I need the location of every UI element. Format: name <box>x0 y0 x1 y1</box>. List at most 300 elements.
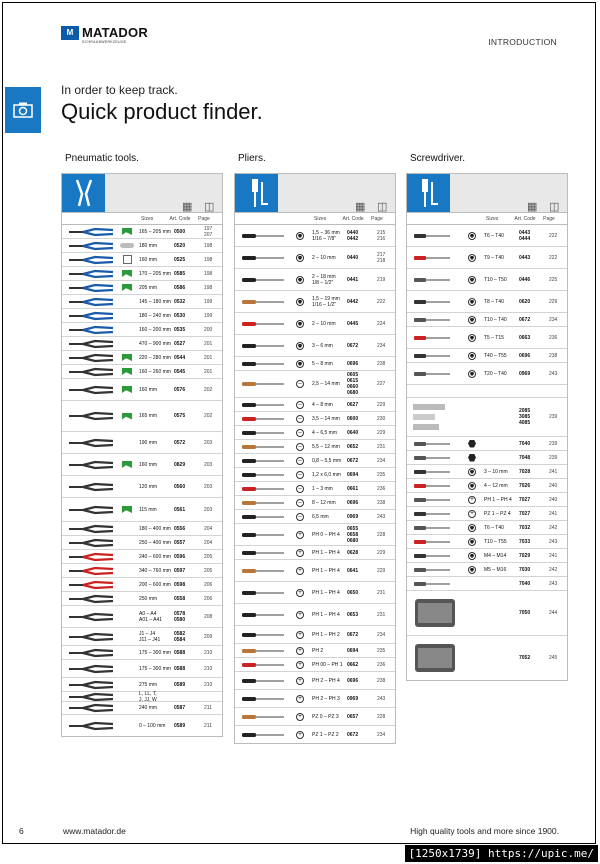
page-ref[interactable]: 234 <box>549 316 558 323</box>
product-image <box>407 291 463 312</box>
table-row[interactable] <box>62 692 222 702</box>
table-row[interactable] <box>62 498 222 522</box>
table-row[interactable] <box>235 510 395 524</box>
page-ref[interactable]: 210 <box>204 649 213 656</box>
page-ref[interactable]: 202 <box>204 413 213 419</box>
art-code: 7028 <box>519 468 531 475</box>
product-image <box>62 239 118 252</box>
table-row[interactable] <box>407 521 567 535</box>
footer-tagline: High quality tools and more since 1900. <box>410 826 559 836</box>
product-image <box>407 225 463 246</box>
art-code: 7029 <box>519 552 531 559</box>
table-row[interactable] <box>62 715 222 736</box>
column-title: Screwdriver. <box>410 153 466 164</box>
page-ref[interactable]: 241 <box>549 510 558 517</box>
slotted-profile-icon: – <box>296 380 304 388</box>
page-ref[interactable]: 203 <box>204 439 213 446</box>
product-image <box>62 476 118 497</box>
page-ref[interactable]: 242 <box>549 524 558 531</box>
table-row[interactable] <box>407 327 567 349</box>
page-ref[interactable]: 230 <box>377 415 386 422</box>
table-row[interactable] <box>407 507 567 521</box>
table-row[interactable] <box>235 426 395 440</box>
page-ref[interactable]: 238 <box>377 677 386 684</box>
hex-profile-icon <box>468 316 476 324</box>
size-value: 4 – 6,5 mm <box>312 429 338 436</box>
slotted-profile-icon: – <box>296 457 304 465</box>
product-image <box>235 454 291 467</box>
page-ref[interactable]: 231 <box>377 589 386 596</box>
hex-profile-icon <box>468 298 476 306</box>
section-label: INTRODUCTION <box>488 37 557 47</box>
size-value: 6,5 mm <box>312 513 329 520</box>
page-ref[interactable]: 245 <box>549 655 558 661</box>
table-row[interactable] <box>235 672 395 690</box>
page-ref[interactable]: 211 <box>204 705 212 711</box>
table-row[interactable] <box>407 291 567 313</box>
art-code: 0605 0615 0660 0680 <box>347 372 359 396</box>
product-image <box>235 496 291 509</box>
page-ref[interactable]: 240 <box>549 482 558 489</box>
table-row[interactable] <box>235 658 395 672</box>
product-image <box>235 708 291 725</box>
table-row[interactable] <box>407 636 567 680</box>
page-ref[interactable]: 240 <box>549 496 558 503</box>
table-row[interactable] <box>407 225 567 247</box>
table-row[interactable] <box>235 291 395 313</box>
size-value: PH 1 – PH 4 <box>312 549 340 556</box>
table-row[interactable] <box>235 496 395 510</box>
art-code: 7026 <box>519 482 531 489</box>
page-ref[interactable]: 225 <box>549 276 558 283</box>
table-row[interactable] <box>62 239 222 253</box>
page-ref[interactable]: 234 <box>377 457 386 464</box>
table-row[interactable] <box>62 646 222 660</box>
size-value: 240 mm <box>139 705 158 711</box>
size-value: 1 – 3 mm <box>312 485 333 492</box>
art-code: 0545 <box>174 368 186 375</box>
art-code: 0655 0658 0680 <box>347 525 359 544</box>
page-ref[interactable]: 210 <box>204 665 213 672</box>
size-value: 250 mm <box>139 595 158 602</box>
table-row[interactable] <box>407 385 567 398</box>
table-row[interactable] <box>407 398 567 437</box>
art-code: 0652 <box>347 443 359 450</box>
product-image <box>407 591 463 635</box>
page-ref[interactable]: 202 <box>204 386 213 393</box>
size-value: PH 00 – PH 1 <box>312 661 343 668</box>
art-code: 2085 3085 4085 <box>519 408 531 426</box>
table-row[interactable] <box>235 371 395 398</box>
page-ref[interactable]: 244 <box>549 610 558 616</box>
speed-rating-icon <box>122 228 132 235</box>
table-row[interactable] <box>62 351 222 365</box>
image-credit[interactable]: [1250x1739] https://upic.me/ <box>405 845 598 862</box>
table-row[interactable] <box>407 479 567 493</box>
table-row[interactable] <box>235 335 395 357</box>
table-row[interactable] <box>62 702 222 715</box>
page-ref[interactable]: 241 <box>549 552 558 559</box>
speed-rating-icon <box>122 354 132 361</box>
table-row[interactable] <box>62 225 222 239</box>
page-ref[interactable]: 224 <box>377 320 386 327</box>
page-ref[interactable]: 198 <box>204 284 213 291</box>
page-ref[interactable]: 209 <box>204 633 213 640</box>
handle-type-icon <box>120 243 134 248</box>
page-ref[interactable]: 198 <box>204 256 213 263</box>
page-ref[interactable]: 235 <box>377 647 386 654</box>
product-image <box>235 225 291 246</box>
table-row[interactable] <box>235 546 395 560</box>
page-ref[interactable]: 210 <box>204 681 213 688</box>
size-value: 160 – 200 mm <box>139 326 171 333</box>
table-row[interactable] <box>235 708 395 726</box>
page-ref[interactable]: 236 <box>549 334 558 341</box>
table-row[interactable] <box>62 267 222 281</box>
table-row[interactable] <box>62 564 222 578</box>
page-ref[interactable]: 234 <box>377 731 386 738</box>
art-code: 0520 <box>174 242 186 249</box>
product-image <box>407 349 463 362</box>
page-ref[interactable]: 201 <box>204 340 213 347</box>
art-code: 0696 <box>347 360 359 367</box>
size-value: 190 mm <box>139 439 158 446</box>
size-value: PH 1 – PH 4 <box>312 611 340 618</box>
size-value: PH 0 – PH 4 <box>312 531 340 538</box>
size-value: 165 – 205 mm <box>139 228 171 235</box>
table-row[interactable] <box>407 563 567 577</box>
hex-profile-icon <box>468 276 476 284</box>
page-ref[interactable]: 199 <box>204 298 213 305</box>
art-code: 0586 <box>174 284 186 291</box>
table-row[interactable] <box>407 437 567 451</box>
size-value: PZ 1 – PZ 4 <box>484 510 511 517</box>
art-code: 7030 <box>519 566 531 573</box>
page-number: 6 <box>19 826 24 836</box>
hex-profile-icon <box>468 334 476 342</box>
table-row[interactable] <box>407 465 567 479</box>
hex-profile-icon <box>468 552 476 560</box>
phillips-profile-icon: + <box>296 611 304 619</box>
page-ref[interactable]: 197 207 <box>204 225 213 238</box>
size-value: T40 – T55 <box>484 352 507 359</box>
page-ref[interactable]: 222 <box>377 298 386 305</box>
size-value: M5 – M16 <box>484 566 507 573</box>
column-screwdriver <box>406 153 568 681</box>
hex-profile-icon <box>296 232 304 240</box>
page-ref[interactable]: 219 <box>377 276 386 283</box>
table-row[interactable] <box>62 578 222 592</box>
table-row[interactable] <box>235 560 395 582</box>
size-value: PH 1 – PH 4 <box>484 496 512 503</box>
page-ref[interactable]: 227 <box>377 381 386 387</box>
speed-rating-icon <box>122 270 132 277</box>
page-ref[interactable]: 243 <box>377 513 386 520</box>
table-row[interactable] <box>62 309 222 323</box>
art-code: 0694 <box>347 471 359 478</box>
speed-rating-icon <box>122 461 132 468</box>
product-image <box>62 715 118 736</box>
page-ref[interactable]: 205 <box>204 567 213 574</box>
product-image <box>407 535 463 548</box>
page-ref[interactable]: 201 <box>204 368 213 375</box>
table-row[interactable] <box>235 644 395 658</box>
product-image <box>235 672 291 689</box>
page-ref[interactable]: 199 <box>204 312 213 319</box>
page-ref[interactable]: 203 <box>204 461 213 468</box>
page-ref[interactable]: 200 <box>204 326 213 333</box>
art-code: 0442 <box>347 298 359 305</box>
page-ref[interactable]: 231 <box>377 443 386 450</box>
table-row[interactable] <box>62 281 222 295</box>
table-row[interactable] <box>407 535 567 549</box>
page-ref[interactable]: 222 <box>549 232 558 239</box>
table-row[interactable] <box>62 337 222 351</box>
page-ref[interactable]: 242 <box>549 566 558 573</box>
category-header <box>234 173 396 213</box>
page-ref[interactable]: 211 <box>204 722 212 729</box>
phillips-profile-icon: + <box>296 661 304 669</box>
size-value: 1,5 – 19 mm 1/16 – 1/2" <box>312 295 340 308</box>
page-ref[interactable]: 234 <box>377 631 386 638</box>
art-code: 0672 <box>347 342 359 349</box>
page-ref[interactable]: 228 <box>377 531 386 538</box>
page-ref[interactable]: 239 <box>549 414 558 420</box>
table-row[interactable] <box>235 454 395 468</box>
table-row[interactable] <box>407 451 567 465</box>
size-value: 2 – 18 mm 1/8 – 1/2" <box>312 273 336 286</box>
page-ref[interactable]: 243 <box>549 580 558 587</box>
table-row[interactable] <box>235 247 395 269</box>
table-row[interactable] <box>235 440 395 454</box>
product-image <box>407 327 463 348</box>
product-image <box>62 550 118 563</box>
art-code: 0558 <box>174 595 186 602</box>
table-row[interactable] <box>407 363 567 385</box>
page-ref[interactable]: 206 <box>204 581 213 588</box>
size-value: 160 mm <box>139 386 158 393</box>
category-tool-icon <box>407 174 450 212</box>
product-image <box>62 253 118 266</box>
product-image <box>407 549 463 562</box>
product-image <box>62 628 118 645</box>
size-value: T10 – T50 <box>484 276 507 283</box>
page-ref[interactable]: 204 <box>204 539 213 546</box>
brand-logo[interactable] <box>61 25 148 44</box>
table-row[interactable] <box>235 582 395 604</box>
size-value: PH 2 – PH 3 <box>312 695 340 702</box>
size-value: L, LL, T, J, JJ, W <box>139 690 157 703</box>
hex-profile-icon <box>468 538 476 546</box>
page-ref[interactable]: 239 <box>549 440 558 447</box>
table-row[interactable] <box>407 313 567 327</box>
table-row[interactable] <box>235 313 395 335</box>
table-row[interactable] <box>235 626 395 644</box>
page-ref[interactable]: 203 <box>204 483 213 490</box>
product-image <box>407 247 463 268</box>
hex-profile-icon <box>296 320 304 328</box>
size-value: PZ 1 – PZ 2 <box>312 731 339 738</box>
table-row[interactable] <box>62 606 222 628</box>
page-ref[interactable]: 235 <box>377 471 386 478</box>
hex-profile-icon <box>468 254 476 262</box>
art-code: 7032 <box>519 524 531 531</box>
art-code: 0696 <box>347 499 359 506</box>
speed-rating-icon <box>122 368 132 375</box>
hex-profile-icon <box>468 232 476 240</box>
art-code: 0561 <box>174 506 186 513</box>
table-row[interactable] <box>235 726 395 743</box>
page-icon: ◫ <box>549 201 560 213</box>
product-image <box>235 426 291 439</box>
intro-kicker: In order to keep track. <box>61 83 178 97</box>
product-image <box>62 692 118 701</box>
table-row[interactable] <box>62 365 222 379</box>
size-value: 240 – 600 mm <box>139 553 171 560</box>
page-ref[interactable]: 198 <box>204 242 213 249</box>
art-code: 0663 <box>519 334 531 341</box>
page-ref[interactable]: 208 <box>204 613 213 620</box>
art-code: 0530 <box>174 312 186 319</box>
product-table <box>406 224 568 681</box>
product-image <box>235 510 291 523</box>
phillips-profile-icon: + <box>468 510 476 518</box>
page-ref[interactable]: 229 <box>377 567 386 574</box>
table-row[interactable] <box>62 379 222 401</box>
table-row[interactable] <box>62 454 222 476</box>
product-image <box>407 465 463 478</box>
page-ref[interactable]: 243 <box>549 370 558 377</box>
table-row[interactable] <box>62 476 222 498</box>
size-value: T6 – T40 <box>484 524 504 531</box>
table-row[interactable] <box>62 550 222 564</box>
art-code: 0627 <box>347 401 359 408</box>
page-ref[interactable]: 229 <box>377 549 386 556</box>
product-image <box>62 578 118 591</box>
page-ref[interactable]: 204 <box>204 525 213 532</box>
page-ref[interactable]: 234 <box>377 342 386 349</box>
table-row[interactable] <box>62 592 222 606</box>
table-row[interactable] <box>407 577 567 591</box>
table-row[interactable] <box>62 536 222 550</box>
table-row[interactable] <box>62 401 222 432</box>
product-image <box>407 521 463 534</box>
art-code: 0628 <box>347 549 359 556</box>
page-ref[interactable]: 206 <box>204 595 213 602</box>
product-image <box>62 536 118 549</box>
size-value: 2,5 – 14 mm <box>312 381 340 387</box>
art-code: 0588 <box>174 665 186 672</box>
page-ref[interactable]: 238 <box>377 499 386 506</box>
size-value: PH 2 – PH 4 <box>312 677 340 684</box>
page-ref[interactable]: 236 <box>377 485 386 492</box>
page-ref[interactable]: 222 <box>549 254 558 261</box>
size-value: 4 – 8 mm <box>312 401 333 408</box>
table-row[interactable] <box>62 432 222 454</box>
art-code: 0578 0580 <box>174 610 186 623</box>
art-code: 0589 <box>174 681 186 688</box>
page-ref[interactable]: 229 <box>549 298 558 305</box>
speed-rating-icon <box>122 506 132 513</box>
table-row[interactable] <box>235 398 395 412</box>
page-ref[interactable]: 217 218 <box>377 251 386 264</box>
table-row[interactable] <box>407 493 567 507</box>
product-image <box>235 269 291 290</box>
page-ref[interactable]: 229 <box>377 429 386 436</box>
page-ref[interactable]: 243 <box>549 538 558 545</box>
page-ref[interactable]: 205 <box>204 553 213 560</box>
table-row[interactable] <box>235 524 395 546</box>
table-row[interactable] <box>407 247 567 269</box>
product-image <box>235 524 291 545</box>
table-row[interactable] <box>407 549 567 563</box>
table-row[interactable] <box>235 357 395 371</box>
page-ref[interactable]: 238 <box>549 352 558 359</box>
page-ref[interactable]: 241 <box>549 468 558 475</box>
page-ref[interactable]: 236 <box>377 661 386 668</box>
table-row[interactable] <box>62 628 222 646</box>
slotted-profile-icon: – <box>296 429 304 437</box>
page-ref[interactable]: 203 <box>204 506 213 513</box>
phillips-profile-icon: + <box>296 531 304 539</box>
page-ref[interactable]: 228 <box>377 713 386 720</box>
table-row[interactable] <box>235 225 395 247</box>
page-ref[interactable]: 201 <box>204 354 213 361</box>
art-code: 0650 <box>347 589 359 596</box>
column-labels <box>234 213 396 224</box>
table-row[interactable] <box>235 468 395 482</box>
art-code: 7027 <box>519 496 531 503</box>
art-code: 0641 <box>347 567 359 574</box>
column-labels <box>406 213 568 224</box>
page-ref[interactable]: 229 <box>377 401 386 408</box>
footer-url[interactable]: www.matador.de <box>63 826 126 836</box>
page-label: Page <box>198 215 210 222</box>
table-row[interactable] <box>235 604 395 626</box>
table-row[interactable] <box>407 349 567 363</box>
page-ref[interactable]: 243 <box>377 695 386 702</box>
table-row[interactable] <box>62 295 222 309</box>
page-ref[interactable]: 215 216 <box>377 229 386 242</box>
size-value: 160 mm <box>139 256 158 263</box>
speed-rating-icon <box>122 413 132 420</box>
size-value: 5,5 – 12 mm <box>312 443 340 450</box>
table-row[interactable] <box>407 269 567 291</box>
page-ref[interactable]: 198 <box>204 270 213 277</box>
page-ref[interactable]: 231 <box>377 611 386 618</box>
table-row[interactable] <box>62 253 222 267</box>
table-row[interactable] <box>62 522 222 536</box>
table-row[interactable] <box>235 690 395 708</box>
product-image <box>235 335 291 356</box>
table-row[interactable] <box>62 323 222 337</box>
table-row[interactable] <box>235 269 395 291</box>
page-ref[interactable]: 239 <box>549 454 558 461</box>
page-ref[interactable]: 238 <box>377 360 386 367</box>
size-value: 145 – 180 mm <box>139 298 171 305</box>
table-row[interactable] <box>62 660 222 678</box>
art-code: 0597 <box>174 567 186 574</box>
table-row[interactable] <box>407 591 567 636</box>
size-value: 2 – 10 mm <box>312 320 336 327</box>
size-value: 0 – 100 mm <box>139 722 166 729</box>
product-image <box>407 363 463 384</box>
category-tool-icon <box>235 174 278 212</box>
phillips-profile-icon: + <box>296 647 304 655</box>
table-row[interactable] <box>235 482 395 496</box>
table-row[interactable] <box>235 412 395 426</box>
art-code: 0582 0584 <box>174 630 186 643</box>
